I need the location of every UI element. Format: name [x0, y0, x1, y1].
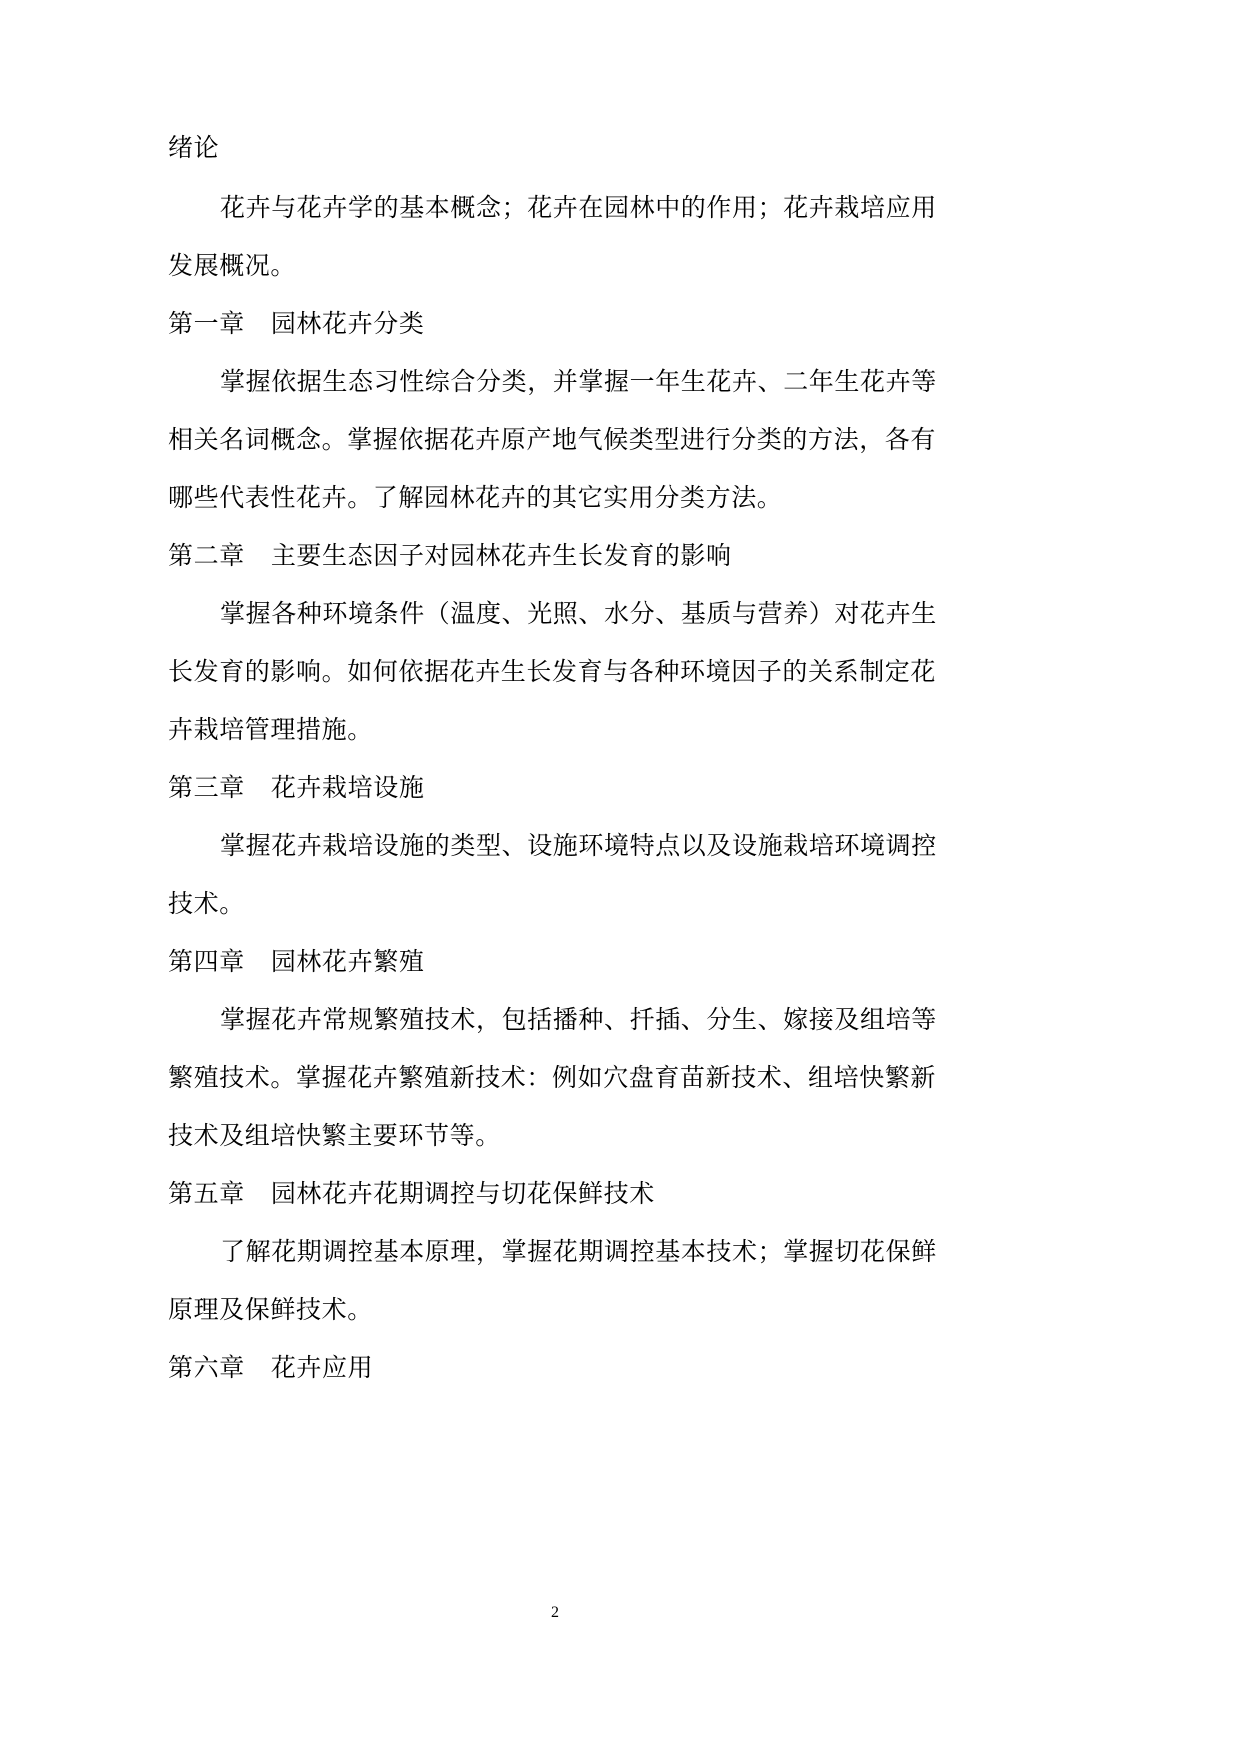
paragraph-line: 长发育的影响。如何依据花卉生长发育与各种环境因子的关系制定花 — [168, 657, 937, 686]
paragraph-line: 掌握依据生态习性综合分类，并掌握一年生花卉、二年生花卉等 — [220, 367, 937, 396]
paragraph-line: 繁殖技术。掌握花卉繁殖新技术：例如穴盘育苗新技术、组培快繁新 — [168, 1063, 937, 1092]
chapter-title: 园林花卉分类 — [270, 309, 425, 338]
paragraph-line: 掌握各种环境条件（温度、光照、水分、基质与营养）对花卉生 — [220, 599, 937, 628]
heading-chapter-6 — [168, 1353, 948, 1383]
chapter-title: 花卉栽培设施 — [270, 773, 425, 802]
heading-chapter-4 — [168, 947, 948, 977]
paragraph-line: 技术及组培快繁主要环节等。 — [168, 1121, 501, 1150]
paragraph-line: 原理及保鲜技术。 — [168, 1295, 373, 1324]
paragraph-line: 了解花期调控基本原理，掌握花期调控基本技术；掌握切花保鲜 — [220, 1237, 937, 1266]
paragraph-line: 相关名词概念。掌握依据花卉原产地气候类型进行分类的方法，各有 — [168, 425, 937, 454]
chapter-number: 第六章 — [168, 1353, 245, 1382]
heading-introduction — [168, 133, 948, 163]
paragraph-line: 发展概况。 — [168, 251, 297, 280]
paragraph-line: 掌握花卉常规繁殖技术，包括播种、扦插、分生、嫁接及组培等 — [220, 1005, 937, 1034]
chapter-number: 第三章 — [168, 773, 245, 802]
paragraph-line: 哪些代表性花卉。了解园林花卉的其它实用分类方法。 — [168, 483, 783, 512]
chapter-title: 园林花卉繁殖 — [270, 947, 425, 976]
chapter-number: 第二章 — [168, 541, 245, 570]
heading-text: 绪论 — [168, 133, 220, 162]
chapter-title: 园林花卉花期调控与切花保鲜技术 — [270, 1179, 655, 1208]
heading-chapter-1 — [168, 309, 948, 339]
page-number: 2 — [551, 1604, 559, 1621]
heading-chapter-2 — [168, 541, 948, 571]
chapter-number: 第四章 — [168, 947, 245, 976]
chapter-title: 花卉应用 — [270, 1353, 374, 1382]
heading-chapter-3 — [168, 773, 948, 803]
chapter-title: 主要生态因子对园林花卉生长发育的影响 — [270, 541, 732, 570]
heading-chapter-5 — [168, 1179, 948, 1209]
chapter-number: 第一章 — [168, 309, 245, 338]
paragraph-line: 花卉与花卉学的基本概念；花卉在园林中的作用；花卉栽培应用 — [220, 193, 937, 222]
chapter-number: 第五章 — [168, 1179, 245, 1208]
paragraph-line: 技术。 — [168, 889, 245, 918]
paragraph-line: 掌握花卉栽培设施的类型、设施环境特点以及设施栽培环境调控 — [220, 831, 937, 860]
paragraph-line: 卉栽培管理措施。 — [168, 715, 373, 744]
